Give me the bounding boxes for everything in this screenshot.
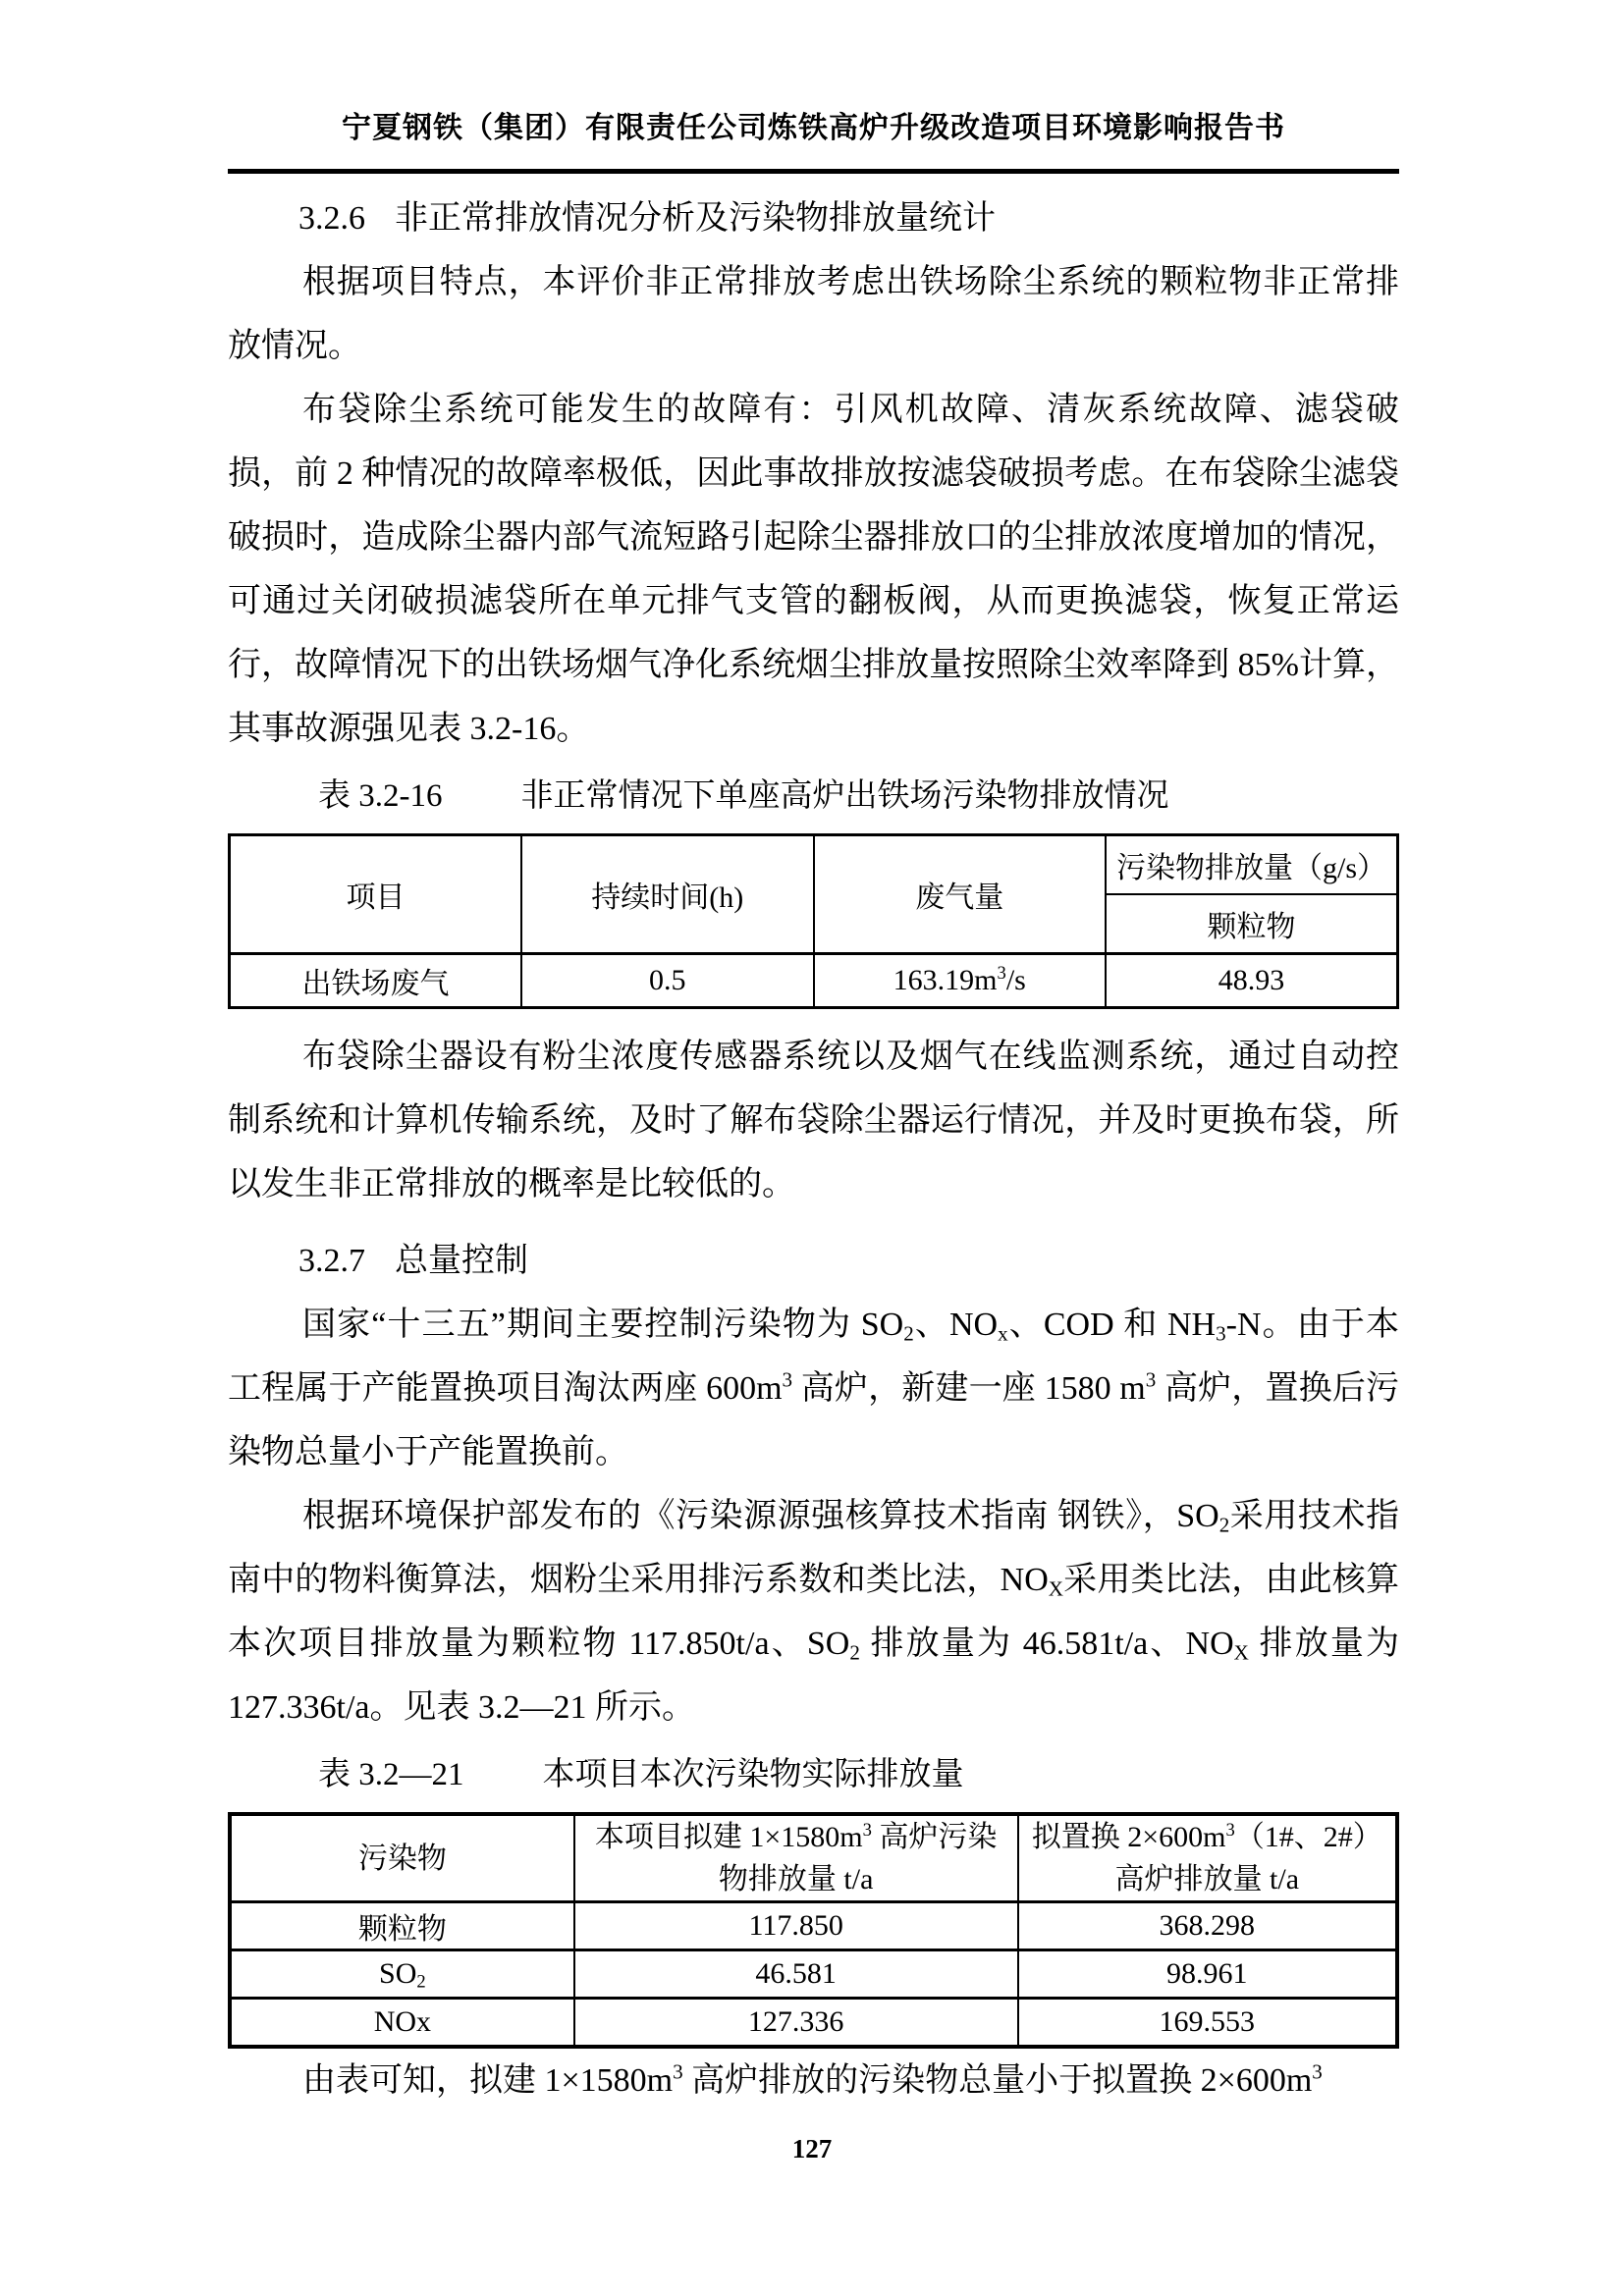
cell-particulate: 48.93: [1106, 954, 1398, 1008]
table-caption-3-2-21: [318, 1749, 1399, 1800]
page-number: 127: [791, 2134, 833, 2163]
section-number: 3.2.6: [298, 200, 365, 237]
cell-proposed: 117.850: [574, 1902, 1018, 1950]
header-cell-emission-rate: 污染物排放量（g/s）: [1106, 835, 1398, 895]
table-row: [230, 954, 1398, 1008]
cell-pollutant: 颗粒物: [230, 1902, 574, 1950]
header-cell-pollutant: 污染物: [230, 1814, 574, 1902]
cell-replaced: 368.298: [1018, 1902, 1397, 1950]
actual-emission-table: [228, 1812, 1399, 2049]
paragraph: 根据环境保护部发布的《污染源源强核算技术指南 钢铁》，$SO_2$采用技术指南中的物料衡算法，烟粉尘采用排污系数和类比法，$NO_X$采用类比法，由此核算本次项目排放量为颗粒物 117.850t/a、$SO_2$ 排放量为 46.581t/a、$NO_X$ 排放量为 127.336t/a。见表 3.2—21 所示。: [228, 1498, 1400, 1726]
header-cell-particulate: 颗粒物: [1106, 894, 1398, 954]
header-cell-gas-volume: 废气量: [814, 835, 1107, 954]
section-number: 3.2.7: [298, 1243, 365, 1279]
paragraph: 国家“十三五”期间主要控制污染物为 $SO_2$、$NO_x$、COD 和 $NH_3-N$。由于本工程属于产能置换项目淘汰两座 $600m^3$ 高炉，新建一座 1580 $m^3$ 高炉，置换后污染物总量小于产能置换前。: [228, 1307, 1399, 1470]
header-cell-duration: 持续时间(h): [521, 835, 814, 954]
header-cell-replaced: 拟置换 $2\times 600m^3(1\#$、2#）高炉排放量 t/a: [1018, 1814, 1397, 1902]
cell-duration: 0.5: [521, 954, 814, 1008]
cell-proposed: 127.336: [574, 1999, 1018, 2048]
cell-pollutant: $SO_2$: [230, 1950, 574, 1999]
paragraph: 由表可知，拟建 $1\times 1580m^3$ 高炉排放的污染物总量小于拟置换 $2\times 600m^3$: [302, 2059, 1323, 2099]
running-header-title: 宁夏钢铁（集团）有限责任公司炼铁高炉升级改造项目环境影响报告书: [342, 112, 1285, 144]
table-caption-3-2-16: [318, 771, 1399, 822]
table-caption-title: 本项目本次污染物实际排放量: [542, 1757, 964, 1792]
paragraph: 布袋除尘器设有粉尘浓度传感器系统以及烟气在线监测系统，通过自动控制系统和计算机传输系统，及时了解布袋除尘器运行情况，并及时更换布袋，所以发生非正常排放的概率是比较低的。: [228, 1039, 1399, 1202]
section-title: 总量控制: [395, 1243, 528, 1279]
header-cell-proposed: 本项目拟建 $1\times 1580m^3$ 高炉污染物排放量 t/a: [574, 1814, 1018, 1902]
table-row: [230, 1902, 1397, 1950]
cell-pollutant: NOx: [230, 1999, 574, 2048]
table-header-row: [230, 1814, 1397, 1902]
table-row: [230, 1999, 1397, 2048]
table-caption-label: 表 3.2-16: [318, 778, 443, 814]
paragraph: 根据项目特点，本评价非正常排放考虑出铁场除尘系统的颗粒物非正常排放情况。: [228, 264, 1399, 364]
abnormal-emission-table: [228, 833, 1399, 1009]
cell-replaced: 98.961: [1018, 1950, 1397, 1999]
header-cell-item: 项目: [230, 835, 522, 954]
table-row: [230, 1950, 1397, 1999]
table-caption-title: 非正常情况下单座高炉出铁场污染物排放情况: [520, 778, 1169, 814]
section-title: 非正常排放情况分析及污染物排放量统计: [395, 200, 996, 237]
header-rule: [228, 169, 1399, 174]
paragraph: 布袋除尘系统可能发生的故障有：引风机故障、清灰系统故障、滤袋破损，前 2 种情况的故障率极低，因此事故排放按滤袋破损考虑。在布袋除尘滤袋破损时，造成除尘器内部气流短路引起除尘器排放口的尘排放浓度增加的情况，可通过关闭破损滤袋所在单元排气支管的翻板阀，从而更换滤袋，恢复正常运行，故障情况下的出铁场烟气净化系统烟尘排放量按照除尘效率降到 85%计算，其事故源强见表 3.2-16。: [228, 392, 1399, 747]
table-header-row: [230, 835, 1398, 895]
section-heading-3-2-7: [228, 1238, 1399, 1285]
section-heading-3-2-6: [228, 195, 1399, 242]
cell-gas-volume: $163.19m^3/s$: [814, 954, 1107, 1008]
cell-replaced: 169.553: [1018, 1999, 1397, 2048]
cell-item: 出铁场废气: [230, 954, 522, 1008]
cell-proposed: 46.581: [574, 1950, 1018, 1999]
table-caption-label: 表 3.2—21: [318, 1757, 464, 1792]
